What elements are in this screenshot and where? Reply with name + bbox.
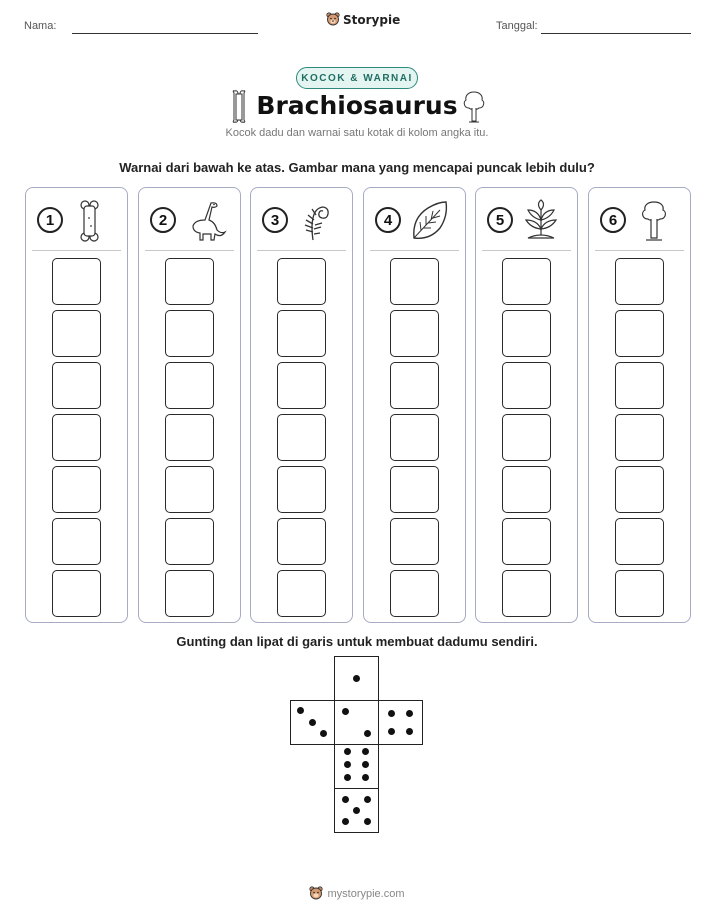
- die-pip: [364, 796, 371, 803]
- page-subtitle: Kocok dadu dan warnai satu kotak di kolom angka itu.: [225, 127, 489, 139]
- tree-icon: [462, 90, 486, 124]
- color-box[interactable]: [165, 466, 214, 513]
- die-face-2: [334, 700, 379, 745]
- color-box[interactable]: [52, 570, 101, 617]
- brand-name: Storypie: [343, 12, 401, 27]
- column-divider: [595, 250, 684, 251]
- die-pip: [344, 774, 351, 781]
- die-pip: [364, 730, 371, 737]
- color-box[interactable]: [52, 518, 101, 565]
- bear-logo-icon: [326, 12, 340, 27]
- column-divider: [370, 250, 459, 251]
- color-box[interactable]: [502, 466, 551, 513]
- color-box[interactable]: [277, 258, 326, 305]
- color-box[interactable]: [277, 310, 326, 357]
- color-box[interactable]: [52, 362, 101, 409]
- die-face-5: [334, 788, 379, 833]
- column-1: [25, 187, 128, 623]
- die-face-3: [290, 700, 335, 745]
- color-box[interactable]: [52, 258, 101, 305]
- die-face-1: [334, 656, 379, 701]
- column-6: [588, 187, 691, 623]
- die-pip: [388, 710, 395, 717]
- color-box[interactable]: [52, 466, 101, 513]
- color-box[interactable]: [390, 518, 439, 565]
- die-pip: [362, 761, 369, 768]
- color-box[interactable]: [502, 518, 551, 565]
- color-box[interactable]: [615, 362, 664, 409]
- color-box[interactable]: [615, 518, 664, 565]
- column-divider: [145, 250, 234, 251]
- color-box[interactable]: [52, 310, 101, 357]
- color-box[interactable]: [615, 466, 664, 513]
- color-box[interactable]: [390, 414, 439, 461]
- die-pip: [362, 748, 369, 755]
- bear-logo-icon: [309, 886, 323, 901]
- name-label: Nama:: [24, 20, 57, 32]
- column-number: 3: [262, 207, 288, 233]
- die-pip: [342, 796, 349, 803]
- die-pip: [342, 818, 349, 825]
- date-label: Tanggal:: [496, 20, 538, 32]
- die-pip: [320, 730, 327, 737]
- footer: [0, 886, 714, 901]
- color-box[interactable]: [615, 310, 664, 357]
- bone-icon: [68, 198, 114, 244]
- brachiosaurus-icon: [181, 198, 227, 244]
- storypie-logo: [326, 12, 400, 27]
- color-box[interactable]: [390, 362, 439, 409]
- die-pip: [406, 728, 413, 735]
- color-box[interactable]: [502, 258, 551, 305]
- die-pip: [388, 728, 395, 735]
- leaf-icon: [406, 198, 452, 244]
- column-5: [475, 187, 578, 623]
- die-pip: [297, 707, 304, 714]
- column-divider: [32, 250, 121, 251]
- color-box[interactable]: [165, 518, 214, 565]
- cut-instruction: Gunting dan lipat di garis untuk membuat dadumu sendiri.: [176, 634, 538, 649]
- coloring-instruction: Warnai dari bawah ke atas. Gambar mana yang mencapai puncak lebih dulu?: [119, 160, 595, 175]
- color-box[interactable]: [390, 466, 439, 513]
- color-box[interactable]: [277, 414, 326, 461]
- die-pip: [353, 675, 360, 682]
- column-number: 5: [487, 207, 513, 233]
- color-box[interactable]: [502, 310, 551, 357]
- column-number: 4: [375, 207, 401, 233]
- die-pip: [364, 818, 371, 825]
- color-box[interactable]: [502, 570, 551, 617]
- color-box[interactable]: [390, 570, 439, 617]
- die-pip: [344, 748, 351, 755]
- fern-icon: [293, 198, 339, 244]
- color-box[interactable]: [165, 258, 214, 305]
- die-pip: [353, 807, 360, 814]
- color-box[interactable]: [615, 570, 664, 617]
- column-2: [138, 187, 241, 623]
- page-title: Brachiosaurus: [256, 91, 458, 120]
- die-pip: [342, 708, 349, 715]
- color-box[interactable]: [165, 310, 214, 357]
- die-pip: [309, 719, 316, 726]
- column-number: 1: [37, 207, 63, 233]
- color-box[interactable]: [165, 362, 214, 409]
- column-4: [363, 187, 466, 623]
- color-box[interactable]: [165, 570, 214, 617]
- column-3: [250, 187, 353, 623]
- color-box[interactable]: [390, 310, 439, 357]
- color-box[interactable]: [277, 362, 326, 409]
- color-box[interactable]: [52, 414, 101, 461]
- color-box[interactable]: [277, 466, 326, 513]
- die-face-6: [334, 744, 379, 789]
- color-box[interactable]: [502, 414, 551, 461]
- die-pip: [344, 761, 351, 768]
- color-box[interactable]: [165, 414, 214, 461]
- color-box[interactable]: [615, 258, 664, 305]
- column-number: 2: [150, 207, 176, 233]
- column-divider: [257, 250, 346, 251]
- footer-url: mystorypie.com: [327, 887, 405, 900]
- color-box[interactable]: [277, 518, 326, 565]
- color-box[interactable]: [390, 258, 439, 305]
- color-box[interactable]: [277, 570, 326, 617]
- tree-icon: [631, 198, 677, 244]
- date-line[interactable]: [541, 33, 691, 34]
- activity-tag: KOCOK & WARNAI: [296, 67, 418, 89]
- color-box[interactable]: [502, 362, 551, 409]
- color-box[interactable]: [615, 414, 664, 461]
- die-pip: [362, 774, 369, 781]
- die-pip: [406, 710, 413, 717]
- name-line[interactable]: [72, 33, 258, 34]
- die-face-4: [378, 700, 423, 745]
- column-divider: [482, 250, 571, 251]
- sprout-icon: [518, 198, 564, 244]
- column-number: 6: [600, 207, 626, 233]
